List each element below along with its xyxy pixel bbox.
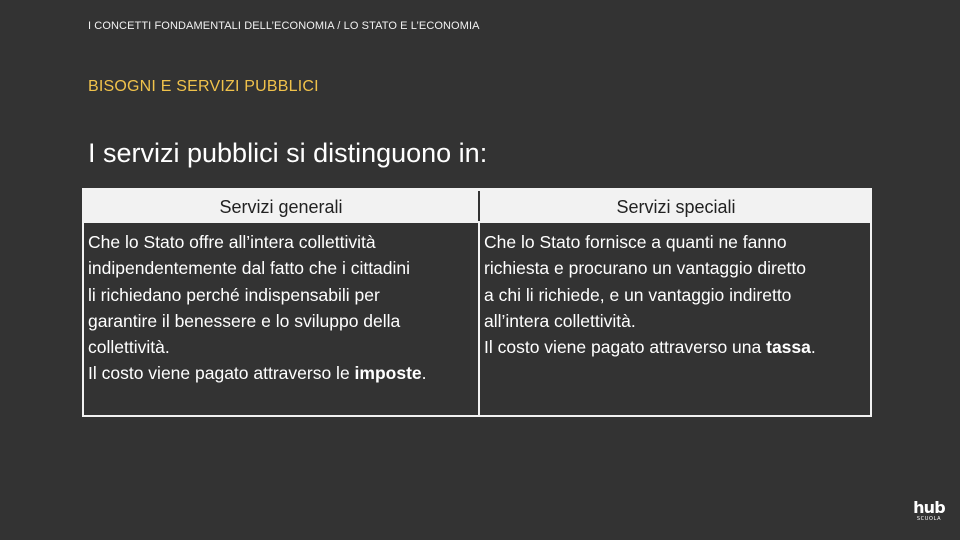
logo-wordmark: hub [913,498,945,517]
cell-line: Che lo Stato fornisce a quanti ne fanno [484,232,787,252]
section-title: BISOGNI E SERVIZI PUBBLICI [88,78,319,95]
column-divider [478,223,480,415]
logo-subtitle: SCUOLA [916,516,942,522]
hub-scuola-logo [912,500,946,523]
cell-line-cost [88,360,427,386]
cost-text: Il costo viene pagato attraverso una [484,337,767,358]
cell-line: li richiedano perché indispensabili per [88,284,380,305]
cost-keyword-tassa: tassa [766,337,811,358]
table-header-row [84,188,870,223]
cell-line: collettività. [88,337,170,358]
cost-period: . [421,363,427,384]
cell-line-cost [484,334,816,360]
header-servizi-speciali: Servizi speciali [616,197,736,217]
cell-line: richiesta e procurano un vantaggio diretto [484,258,807,279]
cell-servizi-speciali [484,229,816,360]
cost-period: . [810,337,816,358]
header-servizi-generali: Servizi generali [219,197,343,217]
cell-line: all’intera collettività. [484,310,636,331]
cost-keyword-imposte: imposte [354,363,422,384]
cell-line: indipendentemente dal fatto che i cittadini [88,258,411,279]
cell-line: Che lo Stato offre all’intera collettività [88,232,376,252]
cell-line: garantire il benessere e lo sviluppo della [88,310,401,331]
cell-servizi-generali [88,229,427,387]
cell-line: a chi li richiede, e un vantaggio indiretto [484,284,792,305]
cost-text: Il costo viene pagato attraverso le [88,363,355,384]
comparison-table [82,188,872,417]
page-title: I servizi pubblici si distinguono in: [88,138,488,168]
breadcrumb: I CONCETTI FONDAMENTALI DELL’ECONOMIA / LO STATO E L’ECONOMIA [88,20,480,32]
